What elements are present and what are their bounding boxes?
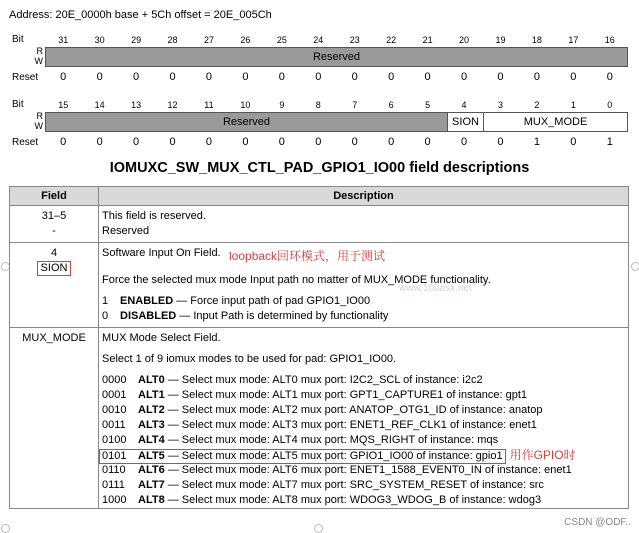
bit-number: 6: [388, 100, 394, 110]
table-row: [10, 328, 629, 509]
upper-bit-numbers: [45, 35, 628, 45]
reset-value: 0: [278, 71, 285, 83]
bit-number: 11: [204, 100, 214, 110]
reset-value: 0: [278, 136, 285, 148]
reset-value: 1: [606, 136, 613, 148]
reset-value: 0: [497, 71, 504, 83]
reset-value: 0: [96, 71, 103, 83]
footer-credit: CSDN @ODF..: [564, 517, 631, 528]
write-label: W: [34, 121, 43, 131]
reset-value: 0: [169, 71, 176, 83]
reset-value: 0: [315, 136, 322, 148]
read-label: R: [36, 111, 43, 121]
reset-value: 0: [424, 136, 431, 148]
bit-number: 29: [131, 35, 142, 45]
mux-mode-option: 0011 ALT3 — Select mux mode: ALT3 mux port: ENET1_REF_CLK1 of instance: enet1: [102, 419, 537, 431]
bit-number: 2: [534, 100, 540, 110]
gpio-annotation: 用作GPIO时: [509, 448, 576, 462]
field-descriptions-table: [9, 186, 629, 509]
bit-number: 17: [568, 35, 579, 45]
bit-number: 7: [352, 100, 358, 110]
reset-value: 0: [351, 71, 358, 83]
field-column-header: Field: [10, 187, 99, 206]
reset-value: 0: [133, 71, 140, 83]
bit-number: 30: [94, 35, 105, 45]
description-column-header: Description: [99, 187, 629, 206]
sion-field: SION: [447, 113, 483, 131]
mux-mode-option: [102, 448, 628, 463]
reserved-label: Reserved: [312, 51, 361, 63]
reset-value: 0: [606, 71, 613, 83]
write-label: W: [34, 56, 43, 66]
bit-number: 12: [167, 100, 178, 110]
bit-number: 9: [279, 100, 285, 110]
reset-value: 0: [570, 136, 577, 148]
enum-option: 0 DISABLED — Input Path is determined by functionality: [102, 310, 389, 322]
sion-annotation: loopback回环模式，用于测试: [229, 249, 386, 263]
read-label: R: [36, 46, 43, 56]
bit-number: 31: [58, 35, 69, 45]
bit-number: 28: [167, 35, 178, 45]
reset-value: 0: [242, 136, 249, 148]
reset-value: 1: [533, 136, 540, 148]
bit-number: 15: [58, 100, 69, 110]
bit-label: Bit: [12, 99, 24, 110]
bit-label: Bit: [12, 34, 24, 45]
table-row: [10, 206, 629, 243]
bit-number: 16: [604, 35, 615, 45]
mux-mode-option: 0110 ALT6 — Select mux mode: ALT6 mux port: ENET1_1588_EVENT0_IN of instance: enet1: [102, 464, 572, 476]
bit-number: 22: [386, 35, 397, 45]
table-row: [10, 243, 629, 328]
mux-mode-option: 0000 ALT0 — Select mux mode: ALT0 mux port: I2C2_SCL of instance: i2c2: [102, 374, 483, 386]
reset-label: Reset: [12, 137, 39, 148]
enum-option: 1 ENABLED — Force input path of pad GPIO1_IO00: [102, 295, 371, 307]
bit-number: 1: [570, 100, 576, 110]
reset-value: 0: [388, 136, 395, 148]
field-bits: 31–5: [41, 210, 67, 222]
lower-reset-values: [45, 136, 628, 148]
bit-number: 5: [425, 100, 431, 110]
mux-mode-field: MUX_MODE: [483, 113, 627, 131]
mux-mode-option: 0001 ALT1 — Select mux mode: ALT1 mux port: GPT1_CAPTURE1 of instance: gpt1: [102, 389, 528, 401]
reset-label: Reset: [12, 72, 39, 83]
bit-number: 18: [531, 35, 542, 45]
reset-value: 0: [205, 71, 213, 83]
reset-value: 0: [169, 136, 176, 148]
bit-number: 26: [240, 35, 251, 45]
bit-number: 19: [495, 35, 506, 45]
bit-number: 10: [240, 100, 251, 110]
field-name: -: [52, 225, 56, 237]
lower-register-bar: [45, 112, 628, 132]
bit-number: 21: [422, 35, 433, 45]
description-text: Select 1 of 9 iomux modes to be used for pad: GPIO1_IO00.: [102, 353, 397, 365]
bit-number: 8: [315, 100, 321, 110]
reset-value: 0: [460, 136, 468, 148]
reset-value: 0: [424, 71, 431, 83]
mux-mode-list: [102, 373, 628, 508]
bit-number: 14: [94, 100, 105, 110]
bit-number: 20: [459, 35, 470, 45]
mux-mode-option: 0100 ALT4 — Select mux mode: ALT4 mux port: MQS_RIGHT of instance: mqs: [102, 434, 499, 446]
reset-value: 0: [60, 71, 67, 83]
description-text: Reserved: [102, 225, 150, 237]
section-title: IOMUXC_SW_MUX_CTL_PAD_GPIO1_IO00 field descriptions: [109, 160, 530, 176]
bit-number: 13: [131, 100, 142, 110]
bit-number: 27: [203, 35, 214, 45]
field-bits: 4: [50, 247, 58, 259]
bit-number: 0: [607, 100, 613, 110]
lower-bit-numbers: [45, 100, 628, 110]
mux-mode-option: 0010 ALT2 — Select mux mode: ALT2 mux port: ANATOP_OTG1_ID of instance: anatop: [102, 404, 543, 416]
mux-mode-option: 1000 ALT8 — Select mux mode: ALT8 mux port: WDOG3_WDOG_B of instance: wdog3: [102, 494, 542, 506]
reset-value: 0: [460, 71, 468, 83]
reset-value: 0: [497, 136, 504, 148]
description-text: MUX Mode Select Field.: [102, 332, 221, 344]
reset-value: 0: [315, 71, 322, 83]
bit-number: 24: [313, 35, 324, 45]
watermark: www.100ask.net: [399, 283, 472, 294]
bit-number: 4: [461, 100, 467, 110]
reset-value: 0: [205, 136, 213, 148]
description-text: This field is reserved.: [102, 210, 206, 222]
description-text: Force the selected mux mode Input path no matter of MUX_MODE functionality.: [102, 274, 491, 286]
gpio-mode-highlight-box: 0101 ALT5 — Select mux mode: ALT5 mux port: GPIO1_IO00 of instance: gpio1: [99, 449, 506, 464]
selection-handle[interactable]: [631, 262, 639, 271]
bit-number: 3: [497, 100, 503, 110]
reset-value: 0: [351, 136, 358, 148]
bit-number: 25: [276, 35, 287, 45]
register-address: Address: 20E_0000h base + 5Ch offset = 20E_005Ch: [9, 9, 272, 21]
sion-highlight-box: SION: [37, 261, 72, 276]
reset-value: 0: [533, 71, 540, 83]
reset-value: 0: [242, 71, 249, 83]
mux-mode-option: 0111 ALT7 — Select mux mode: ALT7 mux port: SRC_SYSTEM_RESET of instance: src: [102, 479, 544, 491]
reset-value: 0: [570, 71, 577, 83]
reset-value: 0: [388, 71, 395, 83]
reset-value: 0: [60, 136, 67, 148]
upper-reset-values: [45, 71, 628, 83]
bit-number: 23: [349, 35, 360, 45]
lower-reserved-field: Reserved: [46, 113, 447, 131]
reset-value: 0: [133, 136, 140, 148]
description-text: Software Input On Field.: [102, 247, 221, 259]
field-name: MUX_MODE: [22, 332, 86, 344]
upper-reserved-bar: [45, 47, 628, 67]
reset-value: 0: [96, 136, 103, 148]
